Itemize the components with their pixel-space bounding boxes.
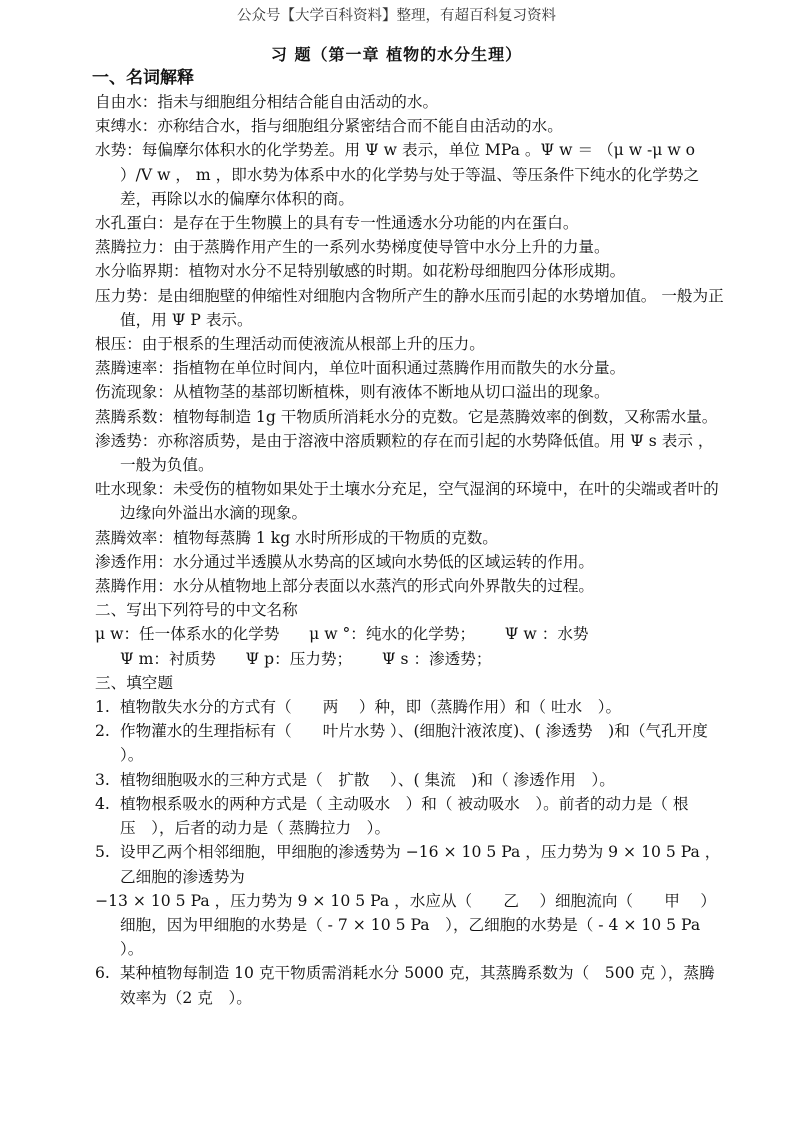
question-text: 设甲乙两个相邻细胞，甲细胞的渗透势为 −16 × 10 5 Pa ，压力势为 9 × 10 5 Pa ，乙细胞的渗透势为 [120,843,721,886]
page-header-banner: 公众号【大学百科资料】整理，有超百科复习资料 [237,8,556,24]
question-item [95,768,725,792]
section-heading-terms: 一、名词解释 [92,68,194,88]
term-definition: 压力势：是由细胞壁的伸缩性对细胞内含物所产生的静水压而引起的水势增加值。 一般为正值，用 Ψ P 表示。 [95,286,724,329]
question-item [95,792,725,840]
term-definition: 吐水现象：未受伤的植物如果处于土壤水分充足，空气湿润的环境中，在叶的尖端或者叶的边缘向外溢出水滴的现象。 [95,480,719,523]
question-text: −13 × 10 5 Pa ，压力势为 9 × 10 5 Pa ，水应从（ 乙 ）细胞流向（ 甲 ）细胞，因为甲细胞的水势是（ - 7 × 10 5 Pa ），乙细胞的水势是（ - 4 × 10 5 Pa ）。 [95,891,716,959]
symbol-row: Ψ m：衬质势 Ψ p：压力势； Ψ s ：渗透势； [120,649,492,668]
question-number: 5. [95,843,110,862]
section-heading-fill-in: 三、填空题 [95,673,173,692]
term-definition: 蒸腾效率：植物每蒸腾 1 kg 水时所形成的干物质的克数。 [95,528,498,547]
question-number: 6. [95,964,110,983]
term-definition: 根压：由于根系的生理活动而使液流从根部上升的压力。 [95,335,485,354]
question-number: 2. [95,722,110,741]
question-number: 4. [95,794,110,813]
question-number: 1. [95,698,110,717]
term-definition: 束缚水：亦称结合水，指与细胞组分紧密结合而不能自由活动的水。 [95,117,563,136]
question-text: 植物散失水分的方式有（ 两 ）种，即（蒸腾作用）和（ 吐水 ）。 [120,698,622,717]
symbol-row: μ w：任一体系水的化学势 μ w °：纯水的化学势； Ψ w ：水势 [95,625,589,644]
document-body [92,66,725,1010]
term-definition: 自由水：指未与细胞组分相结合能自由活动的水。 [95,93,439,111]
question-continuation [95,889,725,962]
term-definition: 水势：每偏摩尔体积水的化学势差。用 Ψ w 表示，单位 MPa 。Ψ w ＝ （μ w -μ w o ）/V w ， m ，即水势为体系中水的化学势与处于等温、等压条件下纯水的化学势之差，再除以水的偏摩尔体积的商。 [95,141,700,208]
term-definition: 伤流现象：从植物茎的基部切断植株，则有液体不断地从切口溢出的现象。 [95,383,610,402]
question-text: 植物细胞吸水的三种方式是（ 扩散 ）、( 集流 )和（ 渗透作用 ）。 [120,770,615,789]
question-text: 作物灌水的生理指标有（ 叶片水势 ）、(细胞汁液浓度)、( 渗透势 )和（气孔开度 ）。 [120,722,708,765]
term-definition: 水分临界期：植物对水分不足特别敏感的时期。如花粉母细胞四分体形成期。 [95,262,626,281]
section-heading-symbols: 二、写出下列符号的中文名称 [95,601,298,620]
question-number: 3. [95,770,110,789]
term-definition: 渗透势：亦称溶质势，是由于溶液中溶质颗粒的存在而引起的水势降低值。用 Ψ s 表示 ，一般为负值。 [95,431,714,475]
question-item [95,719,725,767]
question-text: 植物根系吸水的两种方式是（ 主动吸水 ）和（ 被动吸水 ）。前者的动力是（ 根压 ），后者的动力是（ 蒸腾拉力 ）。 [120,794,689,838]
question-item [95,961,725,1009]
page-title: 习 题（第一章 植物的水分生理） [270,45,523,64]
term-definition: 渗透作用：水分通过半透膜从水势高的区域向水势低的区域运转的作用。 [95,552,595,571]
term-definition: 蒸腾系数：植物每制造 1g 干物质所消耗水分的克数。它是蒸腾效率的倒数，又称需水量。 [95,407,718,426]
question-text: 某种植物每制造 10 克干物质需消耗水分 5000 克，其蒸腾系数为（ 500 克 ），蒸腾效率为（2 克 ）。 [120,964,715,1007]
term-definition: 蒸腾拉力：由于蒸腾作用产生的一系列水势梯度使导管中水分上升的力量。 [95,238,610,257]
question-item [95,840,725,888]
term-definition: 蒸腾速率：指植物在单位时间内，单位叶面积通过蒸腾作用而散失的水分量。 [95,359,626,378]
term-definition: 蒸腾作用：水分从植物地上部分表面以水蒸汽的形式向外界散失的过程。 [95,577,595,596]
term-definition: 水孔蛋白：是存在于生物膜上的具有专一性通透水分功能的内在蛋白。 [95,214,579,233]
question-item [95,695,725,719]
